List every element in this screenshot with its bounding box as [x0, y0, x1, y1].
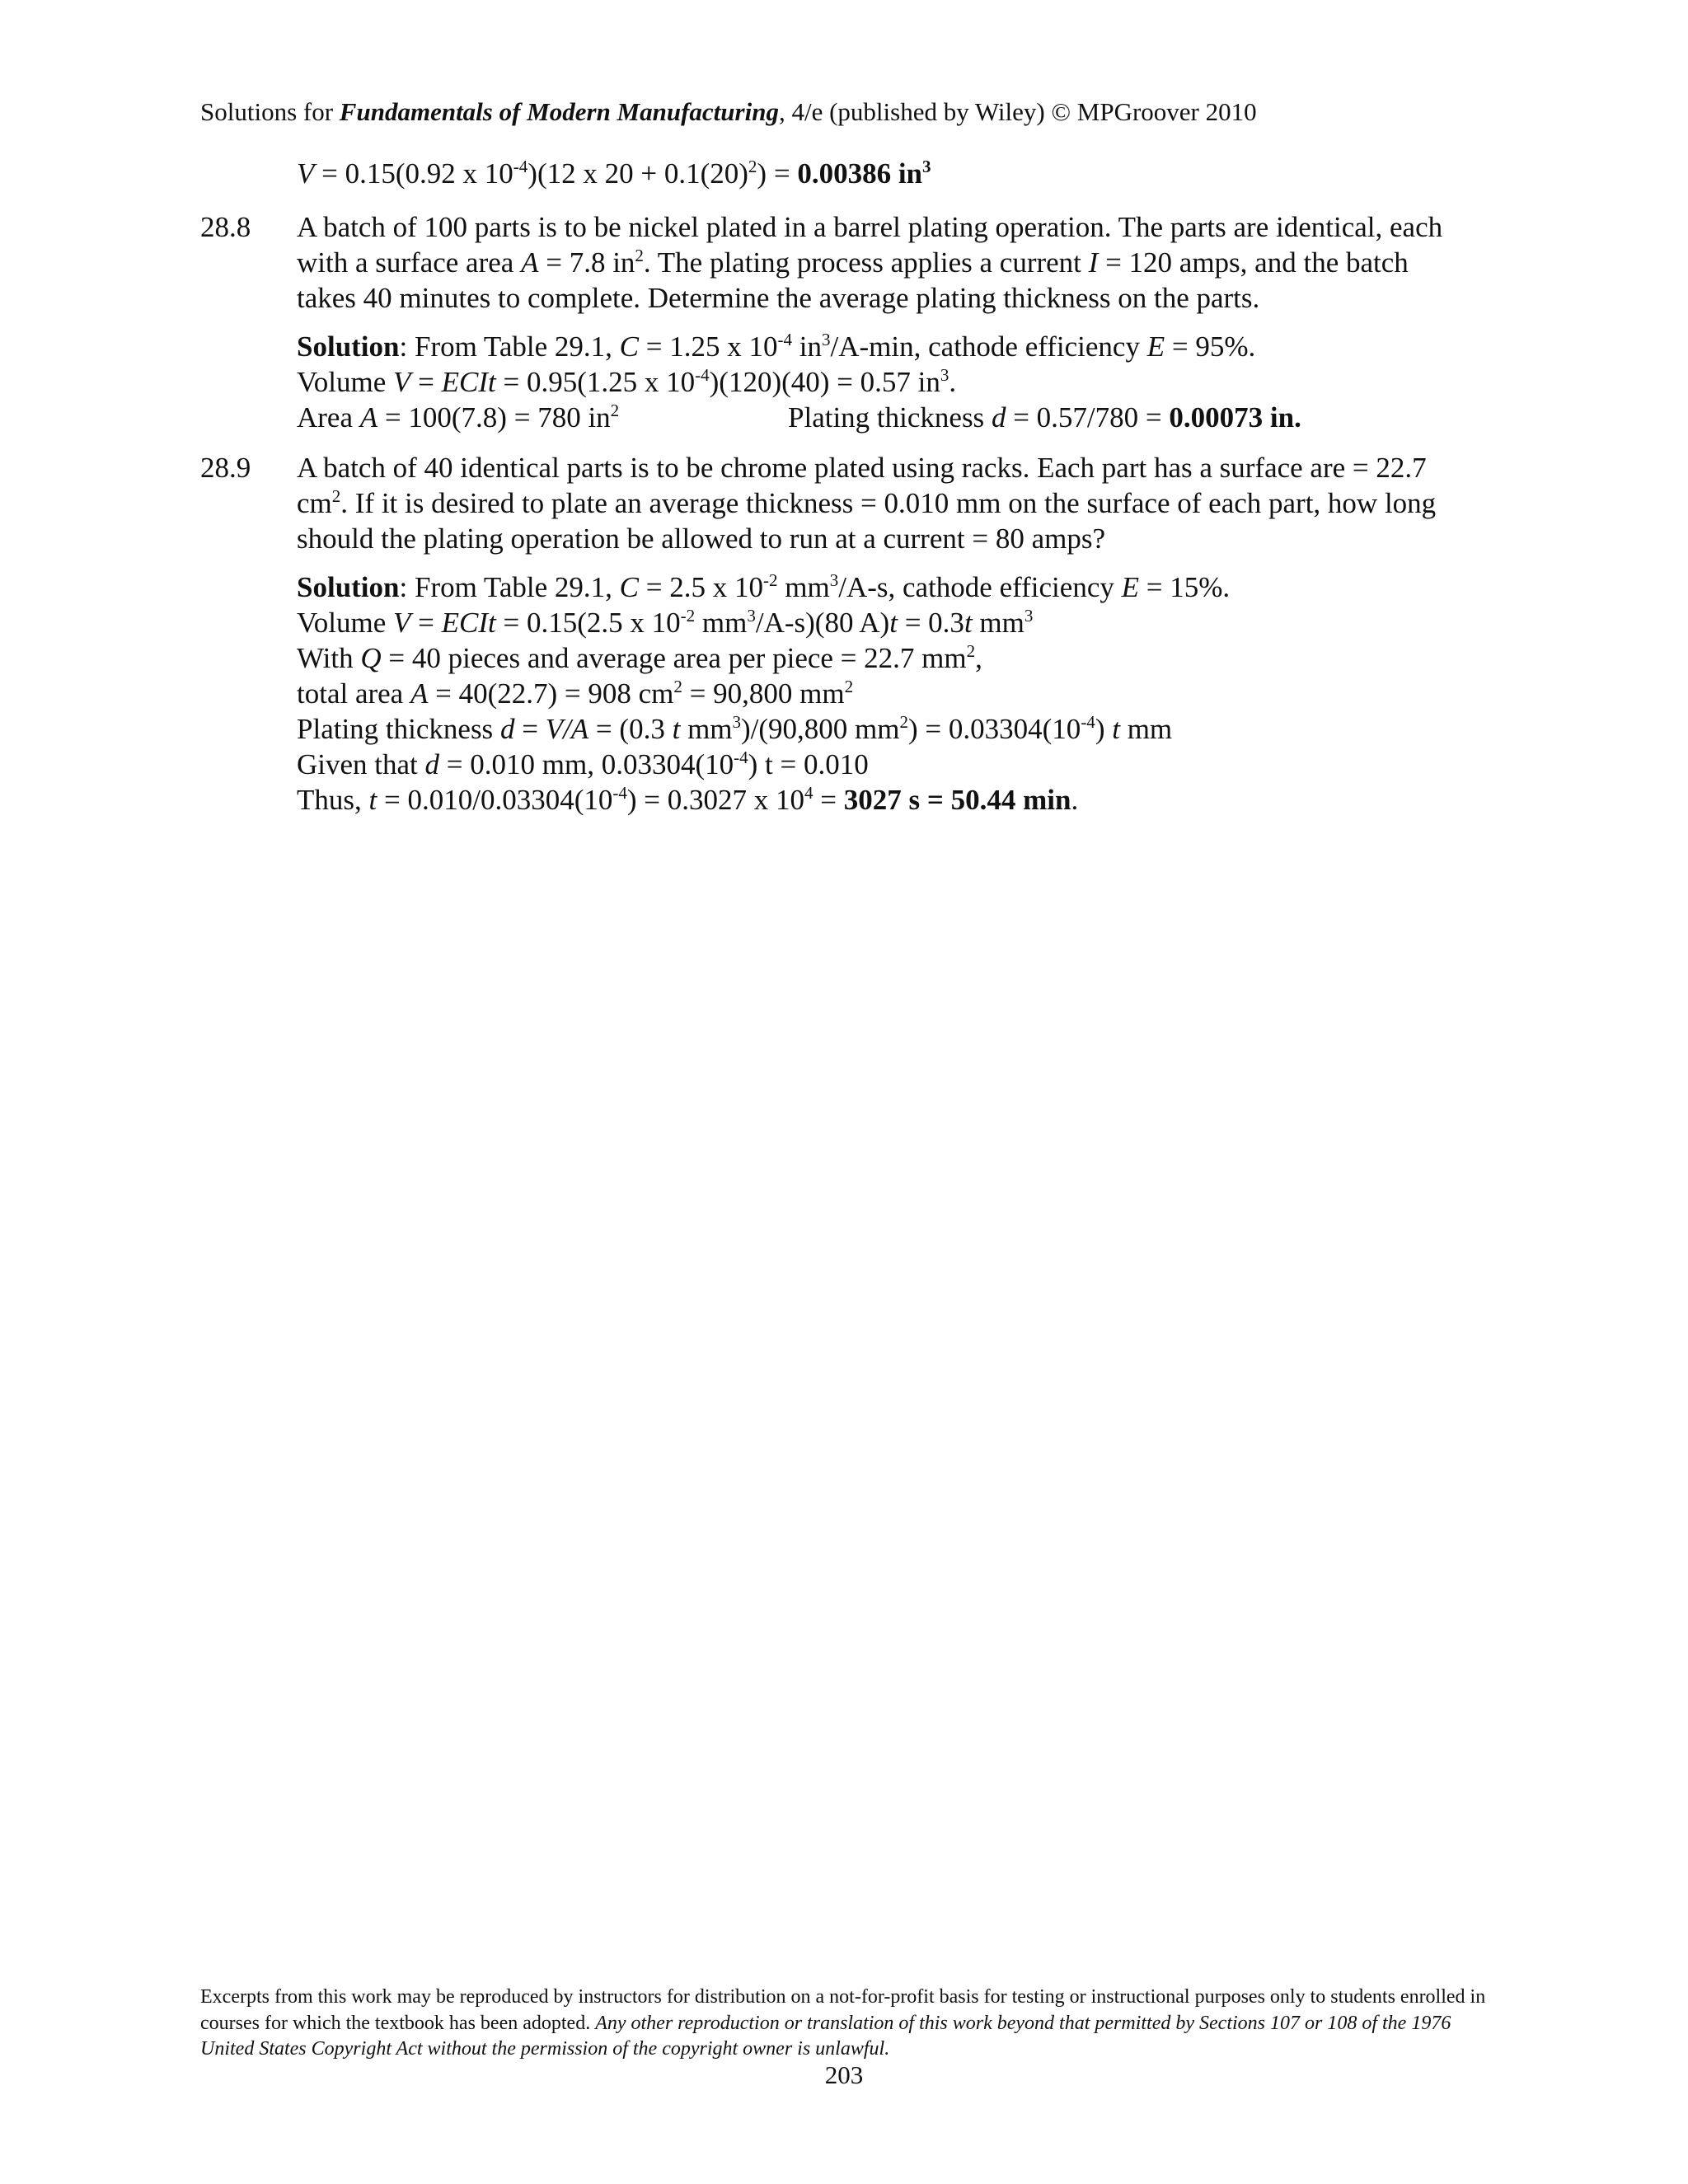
carryover-equation: V = 0.15(0.92 x $10^{-4})(12$ x $20 + 0.1(20)^2) = 0.00386$ $in^3$: [297, 156, 931, 190]
solution-line: Thus, $t = 0.010/0.03304(10^{-4}) = 0.3027$ x $10^4 = 3027$ s = 50.44 min.: [297, 782, 1079, 816]
footer-italic-text: Any other reproduction or translation of this work beyond that permitted by Sections 107 or 108 of the 1976 United States Copyright Act without the permission of the copyright owner is unlawful.: [200, 2012, 1451, 2060]
page-number: 203: [824, 2060, 864, 2089]
solution-line: Solution: From Table 29.1, C = 2.5 x $10^{-2}$ $mm^3/A-s$, cathode efficiency E = 15%.: [297, 569, 1231, 603]
solution-line: With Q = 40 pieces and average area per piece = 22.7 $mm^2$,: [297, 640, 982, 674]
problem-number: 28.9: [200, 452, 251, 484]
answer-value: 0.00073 in.: [1169, 401, 1301, 434]
carryover-answer: 0.00386 $in^3$: [797, 156, 931, 190]
header-prefix: Solutions for: [200, 97, 340, 126]
problem-number: 28.8: [200, 211, 251, 243]
answer-value: 3027 s = 50.44 min: [843, 784, 1071, 816]
problem-text-line: takes 40 minutes to complete. Determine the average plating thickness on the parts.: [297, 282, 1260, 314]
solution-line: total area A = 40(22.7) = 908 $cm^2 = 90,800$ $mm^2$: [297, 676, 854, 710]
problem-text-line: with a surface area A = 7.8 $in^2$. The plating process applies a current I = 120 amps, and the batch: [297, 245, 1409, 279]
copyright-notice: [200, 1985, 1486, 2063]
problem-text-line: should the plating operation be allowed to run at a current = 80 amps?: [297, 523, 1105, 555]
solution-line: Area A = 100(7.8) = 780 $in^2$: [297, 400, 620, 434]
solution-line: Solution: From Table 29.1, C = 1.25 x $10^{-4}$ $in^3/A-\min$, cathode efficiency E = 95%.: [297, 329, 1256, 363]
book-title: Fundamentals of Modern Manufacturing: [339, 97, 779, 126]
solution-line: Given that d = 0.010 mm, $0.03304(10^{-4}) t = 0.010$: [297, 747, 869, 780]
solution-line: Plating thickness d = V/A = (0.3 t $mm^3)/(90,800$ $mm^2) = 0.03304(10^{-4})$ t mm: [297, 711, 1173, 745]
problem-text-line: A batch of 40 identical parts is to be chrome plated using racks. Each part has a surface are = 22.7: [297, 452, 1427, 484]
problem-text-line: $cm^2$. If it is desired to plate an average thickness = 0.010 mm on the surface of each part, how long: [297, 485, 1437, 519]
page-header: [200, 97, 1257, 127]
footer-text: Excerpts from this work may be reproduced by instructors for distribution on a not-for-profit basis for testing or instructional purposes only to students enrolled in courses for which the textbook has been adopted.: [200, 1986, 1486, 2034]
solution-line: Plating thickness d = 0.57/780 = 0.00073 in.: [788, 401, 1301, 434]
solution-line: Volume V = ECIt = 0.15(2.5 x $10^{-2}$ $mm^3/A-s)(80$ A)t = 0.3t $mm^3$: [297, 605, 1034, 639]
problem-text-line: A batch of 100 parts is to be nickel plated in a barrel plating operation. The parts are identical, each: [297, 211, 1443, 243]
header-suffix: , 4/e (published by Wiley) © MPGroover 2010: [778, 97, 1257, 126]
solution-line: Volume V = ECIt = 0.95(1.25 x $10^{-4})(120)(40) = 0.57$ $in^3$.: [297, 364, 957, 398]
